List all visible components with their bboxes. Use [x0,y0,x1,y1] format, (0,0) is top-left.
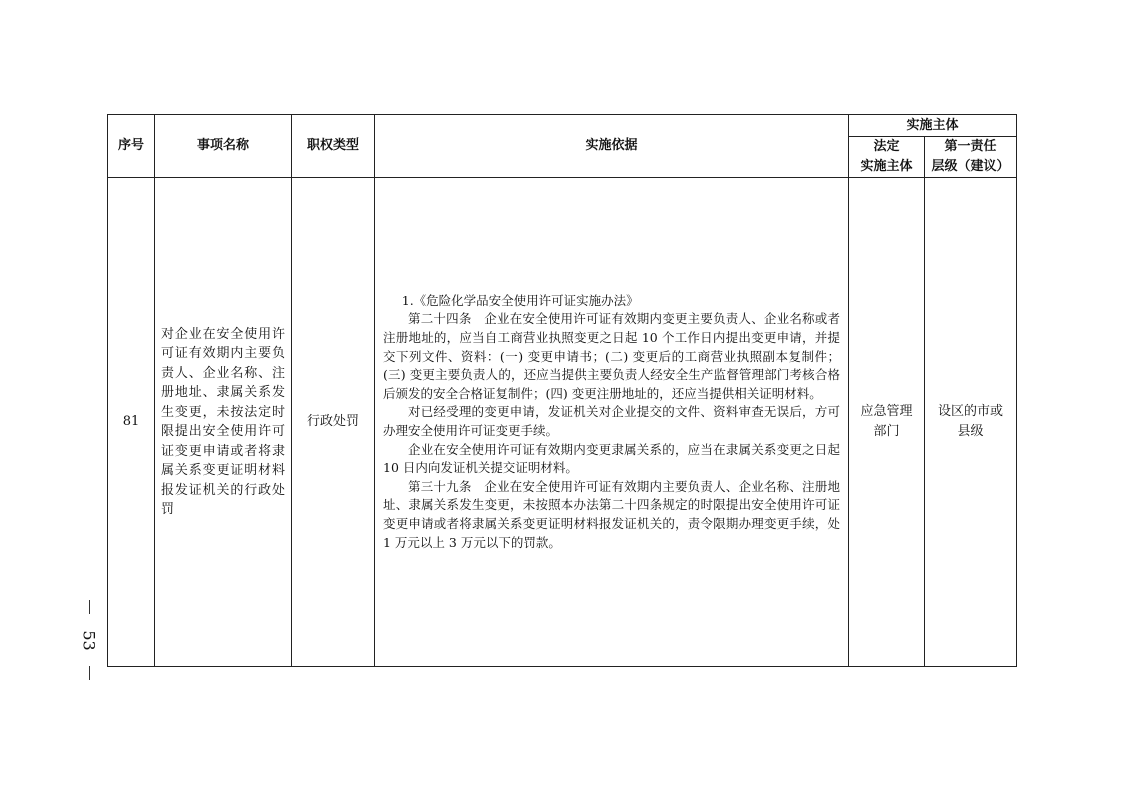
basis-paragraph: 企业在安全使用许可证有效期内变更隶属关系的，应当在隶属关系变更之日起 10 日内向发证机关提交证明材料。 [383,441,840,476]
header-first-resp [925,137,1017,178]
header-first-resp-line2: 层级（建议） [931,159,1010,174]
page-number [69,600,109,680]
cell-first-resp-level: 设区的市或县级 [925,178,1017,667]
header-seq: 序号 [108,115,155,178]
header-basis: 实施依据 [375,115,849,178]
cell-seq: 81 [108,178,155,667]
header-subject: 实施主体 [849,115,1017,137]
page-number-value: 53 [79,629,99,651]
header-first-resp-line1: 第一责任 [944,139,997,154]
cell-item-name: 对企业在安全使用许可证有效期内主要负责人、企业名称、注册地址、隶属关系发生变更，未按法定时限提出安全使用许可证变更申请或者将隶属关系变更证明材料报发证机关的行政处罚 [155,178,292,667]
basis-paragraph: 第三十九条 企业在安全使用许可证有效期内主要负责人、企业名称、注册地址、隶属关系发生变更，未按照本办法第二十四条规定的时限提出安全使用许可证变更申请或者将隶属关系变更证明材料报发证机关的，责令限期办理变更手续，处 1 万元以上 3 万元以下的罚款。 [383,478,840,550]
basis-paragraph: 1.《危险化学品安全使用许可证实施办法》 [401,292,639,308]
page-number-dash-top [89,600,90,614]
basis-paragraph: 对已经受理的变更申请，发证机关对企业提交的文件、资料审查无误后，方可办理安全使用许可证变更手续。 [383,404,840,438]
header-legal-subject-line2: 实施主体 [860,159,913,174]
header-item-name: 事项名称 [155,115,292,178]
page-number-dash-bottom [89,666,90,680]
header-power-type: 职权类型 [292,115,375,178]
header-legal-subject-line1: 法定 [873,139,900,154]
cell-legal-subject: 应急管理部门 [849,178,925,667]
basis-paragraph: 第二十四条 企业在安全使用许可证有效期内变更主要负责人、企业名称或者注册地址的，应当自工商营业执照变更之日起 10 个工作日内提出变更申请，并提交下列文件、资料：(一) 变更申请书；(二) 变更后的工商营业执照副本复制件；(三) 变更主要负责人的，还应当提供主要负责人经安全生产监督管理部门考核合格后颁发的安全合格证复制件；(四) 变更注册地址的，还应当提供相关证明材料。 [383,311,840,401]
header-row-top [108,115,1017,137]
enforcement-table [107,114,1017,667]
cell-power-type: 行政处罚 [292,178,375,667]
cell-basis [375,178,849,667]
header-legal-subject [849,137,925,178]
table-row [108,178,1017,667]
